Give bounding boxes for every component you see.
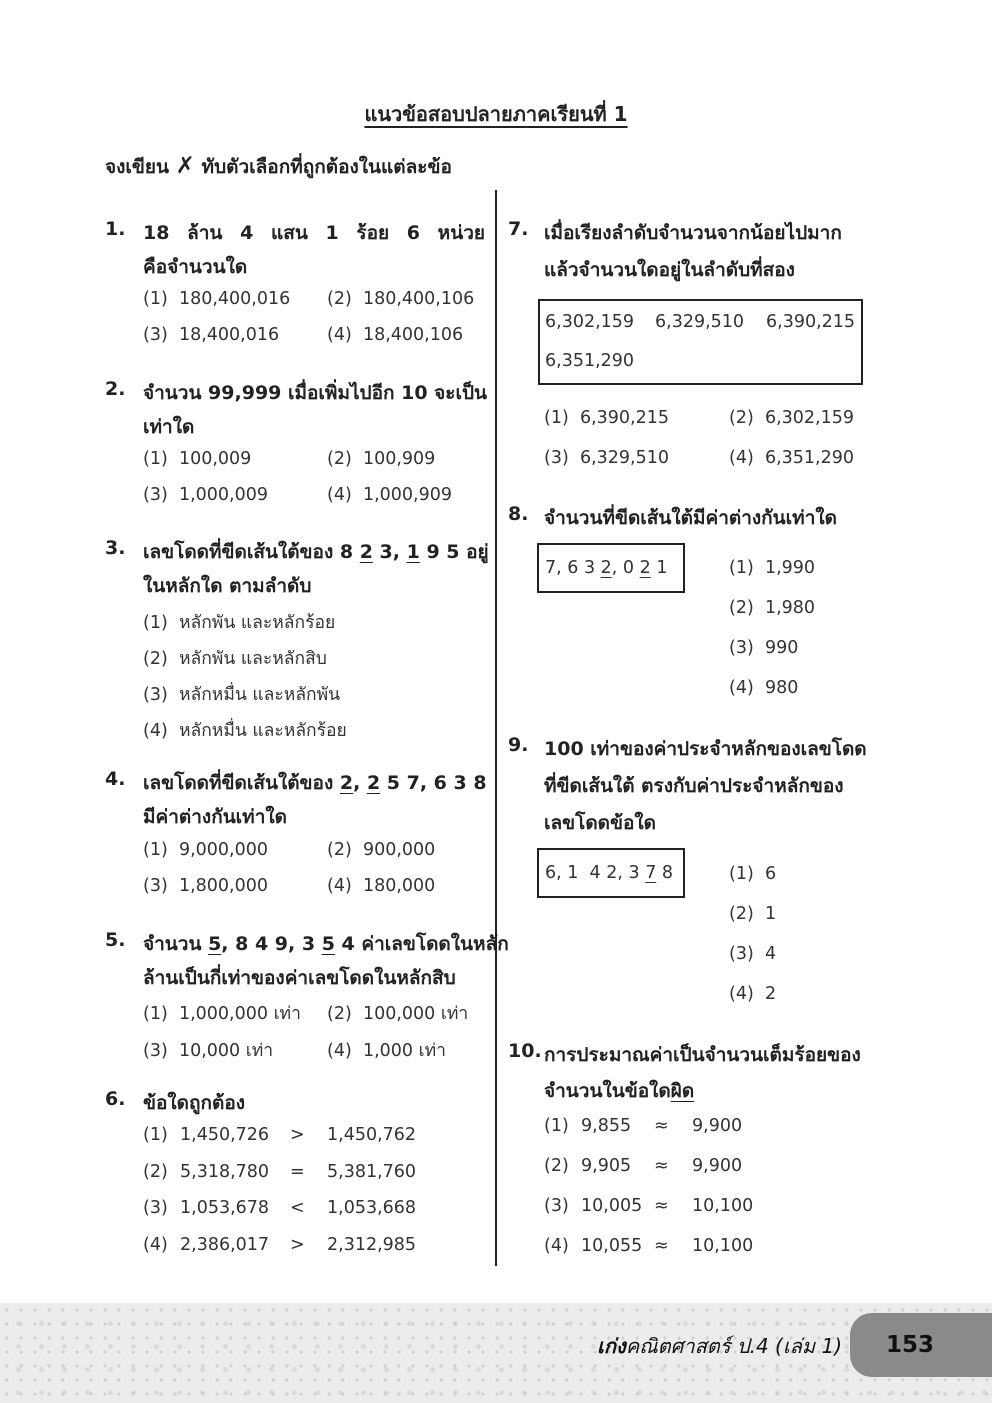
q10-option-1[interactable]: (1) 9,855 ≈ 9,900: [544, 1116, 743, 1136]
q2-option-3[interactable]: (3) 1,000,009: [143, 485, 269, 505]
q1-number: 1.: [105, 218, 126, 240]
q2-text-line2: เท่าใด: [143, 416, 195, 438]
q4-number: 4.: [105, 768, 126, 790]
q4-option-2[interactable]: (2) 900,000: [327, 840, 436, 860]
q5-text-line2: ล้านเป็นกี่เท่าของค่าเลขโดดในหลักสิบ: [143, 967, 456, 989]
q1-option-1[interactable]: (1) 180,400,016: [143, 289, 291, 309]
q9-text-line3: เลขโดดข้อใด: [544, 812, 657, 834]
q10-text-line1: การประมาณค่าเป็นจำนวนเต็มร้อยของ: [544, 1044, 861, 1066]
q5-number: 5.: [105, 929, 126, 951]
q1-option-2[interactable]: (2) 180,400,106: [327, 289, 475, 309]
q4-text-line1: เลขโดดที่ขีดเส้นใต้ของ 2, 2 5 7, 6 3 8: [143, 772, 487, 794]
q3-option-3[interactable]: (3) หลักหมื่น และหลักพัน: [143, 685, 341, 705]
q9-text-line1: 100 เท่าของค่าประจำหลักของเลขโดด: [544, 738, 867, 760]
q7-box-number-3: 6,390,215: [766, 312, 856, 332]
q3-option-1[interactable]: (1) หลักพัน และหลักร้อย: [143, 613, 336, 633]
q10-option-4[interactable]: (4) 10,055 ≈ 10,100: [544, 1236, 754, 1256]
q5-option-1[interactable]: (1) 1,000,000 เท่า: [143, 1004, 301, 1024]
q6-option-1[interactable]: (1) 1,450,726 > 1,450,762: [143, 1125, 417, 1145]
q9-text-line2: ที่ขีดเส้นใต้ ตรงกับค่าประจำหลักของ: [544, 775, 844, 797]
q9-number: 9.: [508, 734, 529, 756]
q4-option-1[interactable]: (1) 9,000,000: [143, 840, 269, 860]
q2-option-2[interactable]: (2) 100,909: [327, 449, 436, 469]
q1-text-line1: 18 ล้าน 4 แสน 1 ร้อย 6 หน่วย: [143, 222, 485, 244]
q7-box-number-4: 6,351,290: [545, 351, 635, 371]
q6-text-line1: ข้อใดถูกต้อง: [143, 1092, 246, 1114]
q7-option-4[interactable]: (4) 6,351,290: [729, 448, 855, 468]
q9-box-number: 6, 1 4 2, 3 7 8: [545, 863, 674, 883]
q7-option-2[interactable]: (2) 6,302,159: [729, 408, 855, 428]
q6-option-4[interactable]: (4) 2,386,017 > 2,312,985: [143, 1235, 417, 1255]
q1-option-4[interactable]: (4) 18,400,106: [327, 325, 464, 345]
q3-text-line1: เลขโดดที่ขีดเส้นใต้ของ 8 2 3, 1 9 5 อยู่: [143, 541, 489, 563]
footer-band: [0, 1303, 992, 1403]
q7-option-3[interactable]: (3) 6,329,510: [544, 448, 670, 468]
q6-number: 6.: [105, 1088, 126, 1110]
q1-text-line2: คือจำนวนใด: [143, 256, 248, 278]
q7-option-1[interactable]: (1) 6,390,215: [544, 408, 670, 428]
q5-text-line1: จำนวน 5, 8 4 9, 3 5 4 ค่าเลขโดดในหลัก: [143, 933, 509, 955]
book-title: เก่งคณิตศาสตร์ ป.4 (เล่ม 1): [597, 1334, 842, 1358]
q9-option-2[interactable]: (2) 1: [729, 904, 777, 924]
q8-box-number: 7, 6 3 2, 0 2 1: [545, 558, 668, 578]
q7-box-number-1: 6,302,159: [545, 312, 635, 332]
q9-option-1[interactable]: (1) 6: [729, 864, 777, 884]
q2-number: 2.: [105, 378, 126, 400]
q1-option-3[interactable]: (3) 18,400,016: [143, 325, 280, 345]
q2-option-1[interactable]: (1) 100,009: [143, 449, 252, 469]
q5-option-4[interactable]: (4) 1,000 เท่า: [327, 1041, 446, 1061]
column-divider: [495, 190, 497, 1266]
q8-text-line1: จำนวนที่ขีดเส้นใต้มีค่าต่างกันเท่าใด: [544, 507, 837, 529]
q5-option-2[interactable]: (2) 100,000 เท่า: [327, 1004, 469, 1024]
q3-option-4[interactable]: (4) หลักหมื่น และหลักร้อย: [143, 721, 347, 741]
q8-option-2[interactable]: (2) 1,980: [729, 598, 816, 618]
q3-text-line2: ในหลักใด ตามลำดับ: [143, 575, 312, 597]
q2-text-line1: จำนวน 99,999 เมื่อเพิ่มไปอีก 10 จะเป็น: [143, 382, 488, 404]
q9-option-4[interactable]: (4) 2: [729, 984, 777, 1004]
x-mark-icon: ✗: [175, 153, 195, 179]
q4-option-3[interactable]: (3) 1,800,000: [143, 876, 269, 896]
q4-text-line2: มีค่าต่างกันเท่าใด: [143, 806, 287, 828]
q7-text-line2: แล้วจำนวนใดอยู่ในลำดับที่สอง: [544, 259, 795, 281]
q3-number: 3.: [105, 537, 126, 559]
q10-number: 10.: [508, 1040, 542, 1062]
page-number: 153: [885, 1332, 934, 1358]
q9-option-3[interactable]: (3) 4: [729, 944, 777, 964]
q7-box-number-2: 6,329,510: [655, 312, 745, 332]
instruction: จงเขียน ✗ ทับตัวเลือกที่ถูกต้องในแต่ละข้อ: [105, 153, 452, 179]
q8-option-4[interactable]: (4) 980: [729, 678, 799, 698]
q8-option-1[interactable]: (1) 1,990: [729, 558, 816, 578]
q8-option-3[interactable]: (3) 990: [729, 638, 799, 658]
q4-option-4[interactable]: (4) 180,000: [327, 876, 436, 896]
q6-option-2[interactable]: (2) 5,318,780 = 5,381,760: [143, 1162, 417, 1182]
page-title: แนวข้อสอบปลายภาคเรียนที่ 1: [364, 102, 628, 126]
q6-option-3[interactable]: (3) 1,053,678 < 1,053,668: [143, 1198, 417, 1218]
q5-option-3[interactable]: (3) 10,000 เท่า: [143, 1041, 274, 1061]
q10-text-line2: จำนวนในข้อใดผิด: [544, 1080, 695, 1102]
q10-option-3[interactable]: (3) 10,005 ≈ 10,100: [544, 1196, 754, 1216]
q8-number: 8.: [508, 503, 529, 525]
q7-number: 7.: [508, 218, 529, 240]
q10-option-2[interactable]: (2) 9,905 ≈ 9,900: [544, 1156, 743, 1176]
q7-text-line1: เมื่อเรียงลำดับจำนวนจากน้อยไปมาก: [544, 222, 842, 244]
q2-option-4[interactable]: (4) 1,000,909: [327, 485, 453, 505]
q3-option-2[interactable]: (2) หลักพัน และหลักสิบ: [143, 649, 327, 669]
